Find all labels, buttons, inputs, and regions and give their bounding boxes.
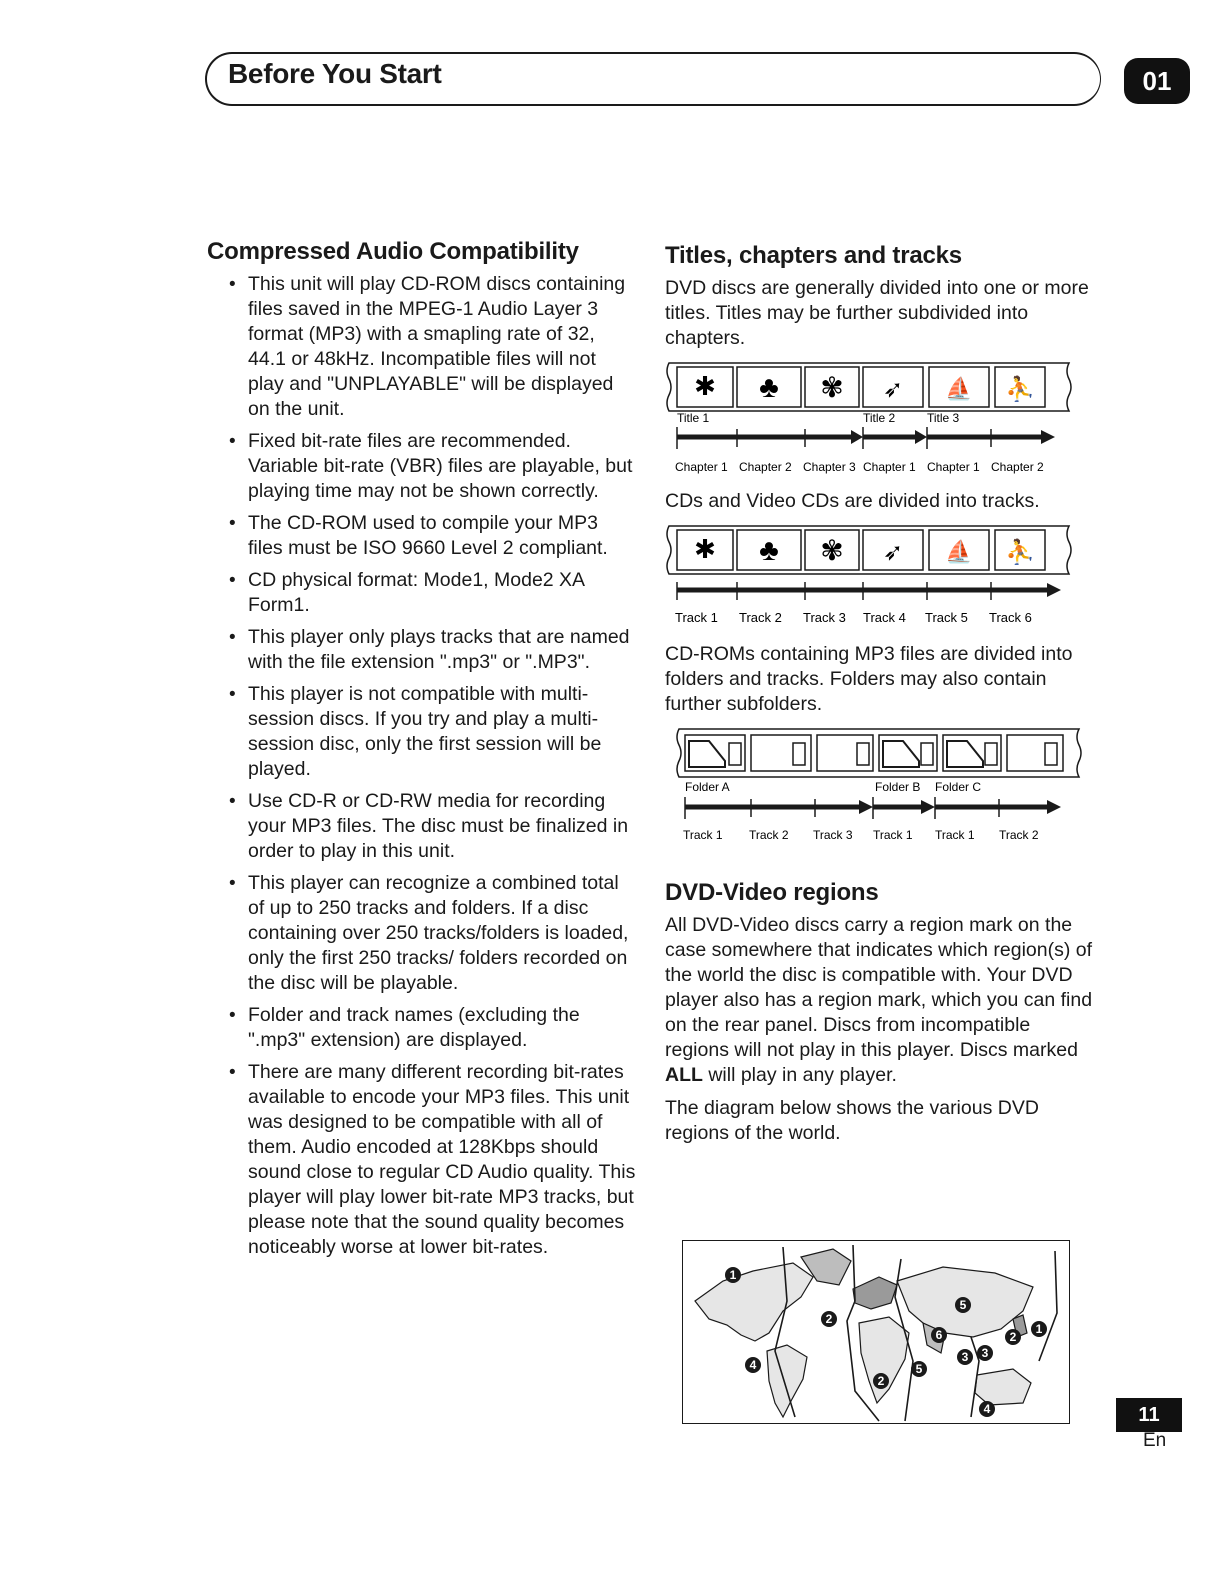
list-item: • Folder and track names (excluding the ".mp3" extension) are displayed. — [207, 1003, 637, 1053]
folder-label: Folder A — [685, 780, 730, 794]
chapter-label: Chapter 1 — [863, 460, 916, 474]
folder-label: Folder C — [935, 780, 982, 794]
dvd-regions-map — [682, 1240, 1070, 1424]
track-label: Track 2 — [999, 828, 1039, 842]
track-label: Track 1 — [935, 828, 975, 842]
chapter-label: Chapter 2 — [991, 460, 1044, 474]
language-label: En — [1143, 1430, 1167, 1451]
folder-icon — [689, 741, 983, 767]
titles-heading: Titles, chapters and tracks — [665, 242, 962, 269]
region-marker: 6 — [935, 1328, 943, 1342]
region-marker: 4 — [983, 1402, 991, 1416]
regions-heading: DVD-Video regions — [665, 879, 879, 906]
compressed-audio-heading: Compressed Audio Compatibility — [207, 238, 579, 265]
mp3-text: CD-ROMs containing MP3 files are divided into folders and tracks. Folders may also contain further subfolders. — [665, 643, 1073, 715]
region-marker: 2 — [877, 1374, 885, 1388]
region-marker: 2 — [1009, 1330, 1017, 1344]
region-marker: 1 — [1035, 1322, 1043, 1336]
leaf-icon: ✱ — [694, 371, 716, 401]
title-label: Title 3 — [927, 411, 960, 425]
cd-structure-diagram — [665, 522, 1095, 630]
track-label: Track 6 — [989, 610, 1032, 625]
track-label: Track 1 — [873, 828, 913, 842]
folder-label: Folder B — [875, 780, 921, 794]
title-label: Title 2 — [863, 411, 896, 425]
bird-icon: ➶ — [882, 376, 904, 403]
track-label: Track 2 — [749, 828, 789, 842]
regions-diagram-caption: The diagram below shows the various DVD regions of the world. — [665, 1097, 1039, 1144]
track-label: Track 2 — [739, 610, 782, 625]
tree-icon: ♣ — [759, 534, 779, 567]
bird-icon: ➶ — [882, 539, 904, 566]
all-marker: ALL — [665, 1064, 703, 1086]
titles-intro: DVD discs are generally divided into one or more titles. Titles may be further subdivided into chapters. — [665, 277, 1089, 349]
region-marker: 1 — [729, 1268, 737, 1282]
chapter-label: Chapter 3 — [803, 460, 856, 474]
right-column — [665, 242, 1095, 1146]
region-marker: 2 — [825, 1312, 833, 1326]
cd-diagram-graphic — [665, 522, 1075, 630]
runner-icon: ⛹ — [1005, 539, 1035, 566]
track-label: Track 4 — [863, 610, 906, 625]
list-item: • This player only plays tracks that are named with the file extension ".mp3" or ".MP3". — [207, 625, 637, 675]
list-item: • This player is not compatible with multi-session discs. If you try and play a multi-session disc, only the first session will be played. — [207, 682, 637, 782]
leaf-icon: ✱ — [694, 534, 716, 564]
list-item: • Use CD-R or CD-RW media for recording your MP3 files. The disc must be finalized in order to play in this unit. — [207, 789, 637, 864]
list-item: • This unit will play CD-ROM discs containing files saved in the MPEG-1 Audio Layer 3 format (MP3) with a smapling rate of 32, 44.1 or 48kHz. Incompatible files will not play and "UNPLAYABLE" will be displayed on the unit. — [207, 272, 637, 422]
tree-icon: ♣ — [759, 371, 779, 404]
track-label: Track 1 — [675, 610, 718, 625]
track-label: Track 3 — [813, 828, 853, 842]
track-label: Track 5 — [925, 610, 968, 625]
compatibility-list — [207, 272, 637, 1260]
chapter-label: Chapter 1 — [675, 460, 728, 474]
mp3-structure-diagram — [665, 725, 1095, 843]
chapter-label: Chapter 1 — [927, 460, 980, 474]
runner-icon: ⛹ — [1005, 376, 1035, 403]
list-item: • There are many different recording bit-rates available to encode your MP3 files. This unit was designed to be compatible with all of them. Audio encoded at 128Kbps should sound close to regular CD Audio quality. This player will play lower bit-rate MP3 tracks, but please note that the sound quality becomes noticeably worse at lower bit-rates. — [207, 1060, 637, 1260]
regions-paragraph: All DVD-Video discs carry a region mark on the case somewhere that indicates which region(s) of the world the disc is compatible with. Your DVD player also has a region mark, which you can find on the rear panel. Discs from incompatible regions will not play in this player. Discs marked ALL will play in any player. — [665, 914, 1093, 1086]
region-marker: 3 — [981, 1346, 989, 1360]
region-marker: 3 — [961, 1350, 969, 1364]
track-label: Track 3 — [803, 610, 846, 625]
list-item: • Fixed bit-rate files are recommended. Variable bit-rate (VBR) files are playable, but playing time may not be shown correctly. — [207, 429, 637, 504]
title-label: Title 1 — [677, 411, 710, 425]
chapter-label: Chapter 2 — [739, 460, 792, 474]
region-marker: 4 — [699, 1400, 707, 1414]
flower-icon: ✾ — [820, 372, 844, 403]
dvd-structure-diagram — [665, 359, 1095, 477]
left-column — [207, 238, 637, 1267]
list-item: • This player can recognize a combined total of up to 250 tracks and folders. If a disc containing over 250 tracks/folders is loaded, only the first 250 tracks/ folders recorded on the disc will be playable. — [207, 871, 637, 996]
region-marker: 5 — [915, 1362, 923, 1376]
surfer-icon: ⛵ — [945, 539, 973, 564]
region-marker: 4 — [749, 1358, 757, 1372]
list-item: • CD physical format: Mode1, Mode2 XA Form1. — [207, 568, 637, 618]
list-item: • The CD-ROM used to compile your MP3 files must be ISO 9660 Level 2 compliant. — [207, 511, 637, 561]
section-title: Before You Start — [228, 58, 442, 89]
track-label: Track 1 — [683, 828, 723, 842]
world-map-graphic — [683, 1241, 1069, 1423]
region-marker: 5 — [959, 1298, 967, 1312]
flower-icon: ✾ — [820, 535, 844, 566]
chapter-badge: 01 — [1124, 58, 1190, 104]
mp3-file-icon — [729, 743, 1057, 765]
page-number: 11 — [1116, 1398, 1182, 1432]
cd-text: CDs and Video CDs are divided into tracks. — [665, 490, 1040, 512]
dvd-diagram-graphic — [665, 359, 1075, 477]
mp3-diagram-graphic — [665, 725, 1085, 843]
surfer-icon: ⛵ — [945, 376, 973, 401]
